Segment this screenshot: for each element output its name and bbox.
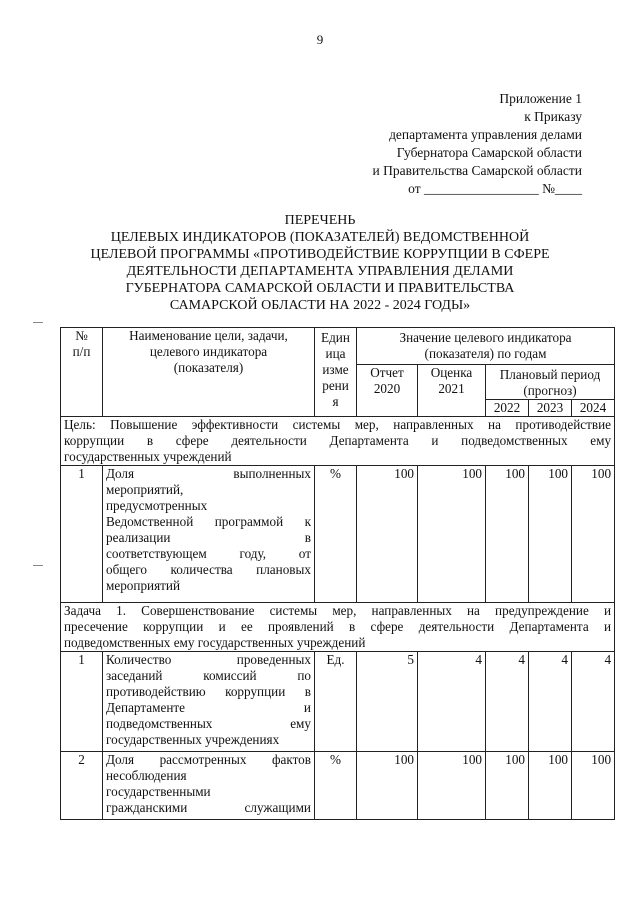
header-report: Отчет 2020 bbox=[357, 365, 418, 417]
title-line: ПЕРЕЧЕНЬ bbox=[284, 213, 356, 228]
appendix-block bbox=[373, 90, 582, 198]
table-row bbox=[61, 652, 615, 752]
row-value: 4 bbox=[486, 652, 529, 752]
header-planned: Плановый период (прогноз) bbox=[486, 365, 615, 400]
row-value: 100 bbox=[572, 466, 615, 603]
row-value: 4 bbox=[529, 652, 572, 752]
row-value: 100 bbox=[529, 466, 572, 603]
goal-row bbox=[61, 417, 615, 466]
header-year: 2023 bbox=[529, 400, 572, 417]
document-title bbox=[60, 212, 580, 314]
appendix-line: к Приказу bbox=[524, 109, 582, 124]
row-value: 4 bbox=[572, 652, 615, 752]
title-line: ГУБЕРНАТОРА САМАРСКОЙ ОБЛАСТИ И ПРАВИТЕЛЬСТВА bbox=[125, 281, 515, 296]
goal-text: Цель: Повышение эффективности системы мер, направленных на противодействие коррупции в сфере деятельности Департамента и подведомственных ему государственных учреждений bbox=[61, 417, 615, 466]
task-row bbox=[61, 603, 615, 652]
header-values-group: Значение целевого индикатора (показателя) по годам bbox=[357, 328, 615, 365]
row-value: 100 bbox=[486, 752, 529, 820]
title-line: САМАРСКОЙ ОБЛАСТИ НА 2022 - 2024 ГОДЫ» bbox=[169, 298, 471, 313]
row-value: 100 bbox=[529, 752, 572, 820]
title-line: ДЕЯТЕЛЬНОСТИ ДЕПАРТАМЕНТА УПРАВЛЕНИЯ ДЕЛАМИ bbox=[126, 264, 514, 279]
row-value: 100 bbox=[357, 466, 418, 603]
row-unit: % bbox=[315, 466, 357, 603]
page-number: 9 bbox=[316, 32, 324, 47]
header-year: 2024 bbox=[572, 400, 615, 417]
row-num: 1 bbox=[61, 466, 103, 603]
title-line: ЦЕЛЕВОЙ ПРОГРАММЫ «ПРОТИВОДЕЙСТВИЕ КОРРУПЦИИ В СФЕРЕ bbox=[90, 247, 550, 262]
row-value: 100 bbox=[418, 466, 486, 603]
table-header-row bbox=[61, 328, 615, 365]
row-num: 1 bbox=[61, 652, 103, 752]
header-num: № п/п bbox=[61, 328, 103, 417]
scan-mark bbox=[33, 565, 43, 566]
row-unit: Ед. bbox=[315, 652, 357, 752]
title-line: ЦЕЛЕВЫХ ИНДИКАТОРОВ (ПОКАЗАТЕЛЕЙ) ВЕДОМСТВЕННОЙ bbox=[110, 230, 530, 245]
row-num: 2 bbox=[61, 752, 103, 820]
appendix-line: от _________________ №____ bbox=[408, 181, 582, 196]
row-value: 100 bbox=[486, 466, 529, 603]
appendix-line: департамента управления делами bbox=[389, 127, 582, 142]
header-estimate: Оценка 2021 bbox=[418, 365, 486, 417]
row-name: Доля выполненных мероприятий, предусмотренных Ведомственной программой к реализации в соответствующем году, от общего количества плановых мероприятий bbox=[103, 466, 315, 603]
row-name: Количество проведенных заседаний комиссий по противодействию коррупции в Департаменте и подведомственных ему государственных учреждениях bbox=[103, 652, 315, 752]
row-value: 5 bbox=[357, 652, 418, 752]
appendix-line: и Правительства Самарской области bbox=[372, 163, 582, 178]
row-unit: % bbox=[315, 752, 357, 820]
header-unit: Един ица изме рени я bbox=[315, 328, 357, 417]
row-name: Доля рассмотренных фактов несоблюдения государственными гражданскими служащими bbox=[103, 752, 315, 820]
row-value: 100 bbox=[357, 752, 418, 820]
row-value: 100 bbox=[418, 752, 486, 820]
table-row bbox=[61, 466, 615, 603]
appendix-line: Губернатора Самарской области bbox=[396, 145, 582, 160]
scan-mark bbox=[33, 322, 43, 323]
table-row bbox=[61, 752, 615, 820]
row-value: 4 bbox=[418, 652, 486, 752]
task-text: Задача 1. Совершенствование системы мер, направленных на предупреждение и пресечение коррупции и ее проявлений в сфере деятельности Департамента и подведомственных ему государственных учреждений bbox=[61, 603, 615, 652]
appendix-line: Приложение 1 bbox=[499, 91, 582, 106]
indicators-table bbox=[60, 327, 615, 820]
header-year: 2022 bbox=[486, 400, 529, 417]
header-name: Наименование цели, задачи, целевого индикатора (показателя) bbox=[103, 328, 315, 417]
row-value: 100 bbox=[572, 752, 615, 820]
